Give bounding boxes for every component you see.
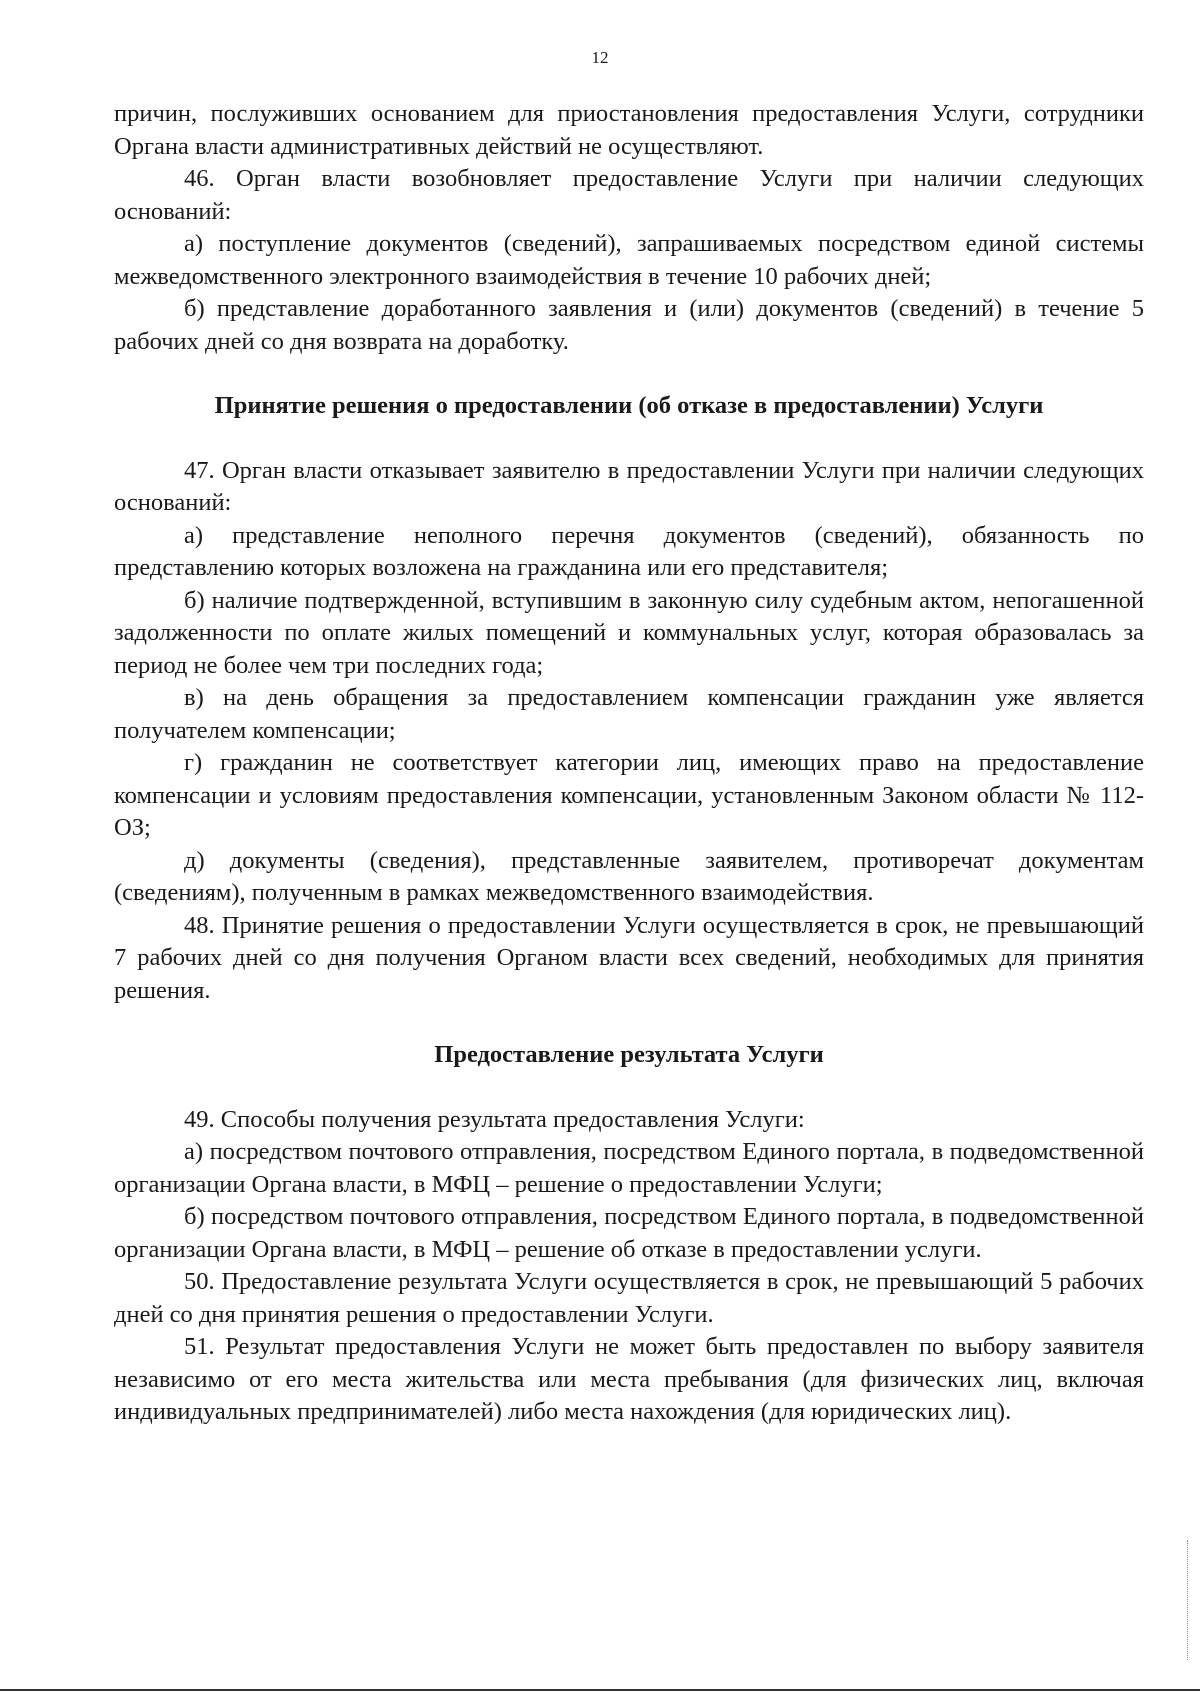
paragraph-51: 51. Результат предоставления Услуги не может быть предоставлен по выбору заявителя независимо от его места жительства или места пребывания (для физических лиц, включая индивидуальных предпринимателей) либо места нахождения (для юридических лиц). [114,1333,1144,1425]
paragraph-47-v: в) на день обращения за предоставлением компенсации гражданин уже является получателем компенсации; [114,684,1144,744]
paragraph-47-a: а) представление неполного перечня документов (сведений), обязанность по представлению которых возложена на гражданина или его представителя; [114,521,1144,581]
paragraph-46: 46. Орган власти возобновляет предоставление Услуги при наличии следующих оснований: [114,165,1144,225]
section-heading-decision: Принятие решения о предоставлении (об отказе в предоставлении) Услуги [214,392,1044,419]
paragraph-47: 47. Орган власти отказывает заявителю в предоставлении Услуги при наличии следующих оснований: [114,456,1144,516]
paragraph-49-b: б) посредством почтового отправления, посредством Единого портала, в подведомственной организации Органа власти, в МФЦ – решение об отказе в предоставлении услуги. [114,1203,1144,1263]
paragraph-48: 48. Принятие решения о предоставлении Услуги осуществляется в срок, не превышающий 7 рабочих дней со дня получения Органом власти всех сведений, необходимых для принятия решения. [114,911,1144,1004]
paragraph-46-b: б) представление доработанного заявления и (или) документов (сведений) в течение 5 рабочих дней со дня возврата на доработку. [114,295,1144,355]
page-number: 12 [591,48,609,67]
paragraph-continuation: причин, послуживших основанием для приостановления предоставления Услуги, сотрудники Органа власти административных действий не осуществляют. [114,100,1144,160]
paragraph-49: 49. Способы получения результата предоставления Услуги: [184,1105,805,1133]
document-body [114,98,1144,1429]
paragraph-47-g: г) гражданин не соответствует категории лиц, имеющих право на предоставление компенсации и условиям предоставления компенсации, установленным Законом области № 112-ОЗ; [114,749,1144,841]
paragraph-47-d: д) документы (сведения), представленные заявителем, противоречат документам (сведениям), полученным в рамках межведомственного взаимодействия. [114,846,1144,906]
paragraph-46-a: а) поступление документов (сведений), запрашиваемых посредством единой системы межведомственного электронного взаимодействия в течение 10 рабочих дней; [114,230,1144,290]
section-heading-result: Предоставление результата Услуги [434,1041,824,1068]
scan-edge-marks [1186,1540,1188,1660]
page-bottom-edge [0,1689,1200,1691]
paragraph-47-b: б) наличие подтвержденной, вступившим в законную силу судебным актом, непогашенной задолженности по оплате жилых помещений и коммунальных услуг, которая образовалась за период не более чем три последних года; [114,586,1144,679]
paragraph-50: 50. Предоставление результата Услуги осуществляется в срок, не превышающий 5 рабочих дней со дня принятия решения о предоставлении Услуги. [114,1268,1144,1328]
paragraph-49-a: а) посредством почтового отправления, посредством Единого портала, в подведомственной организации Органа власти, в МФЦ – решение о предоставлении Услуги; [114,1138,1144,1198]
